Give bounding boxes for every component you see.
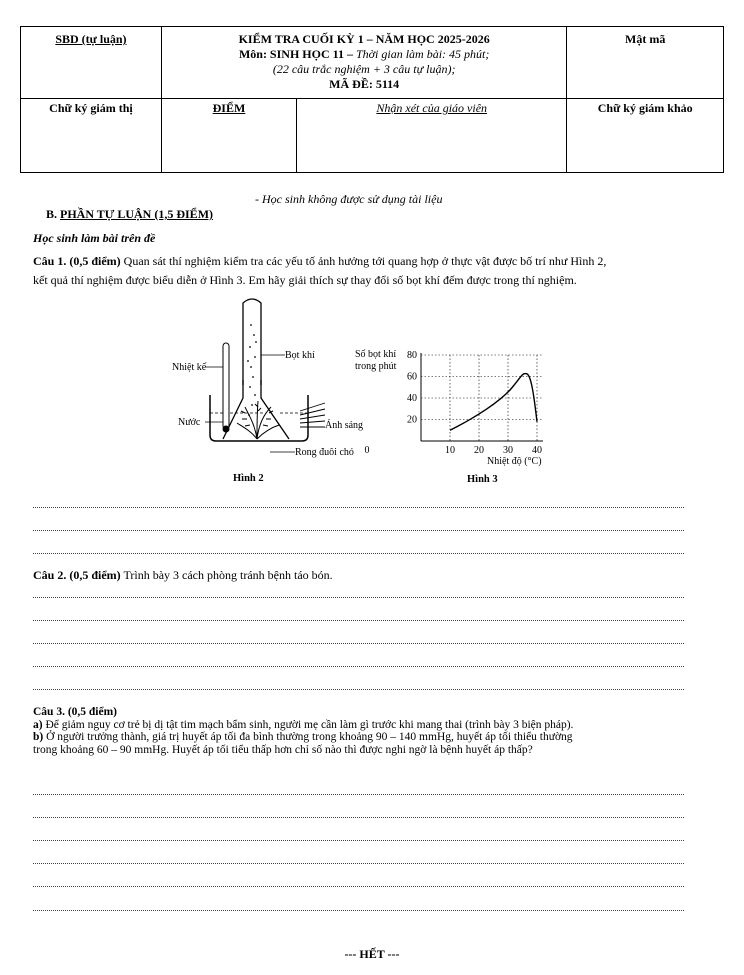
answer-line[interactable] [33,794,684,795]
duration-label: Thời gian làm bài: 45 phút; [355,47,490,61]
label-plant: Rong đuôi chó [295,447,354,458]
chart-xtick-label: 30 [503,445,513,456]
answer-line[interactable] [33,689,684,690]
label-bubbles: Bọt khí [285,350,315,361]
no-materials-note: - Học sinh không được sử dụng tài liệu [255,192,443,206]
section-instruction: Học sinh làm bài trên đề [33,231,156,245]
section-heading: PHẦN TỰ LUẬN (1,5 ĐIỂM) [60,207,214,221]
answer-line[interactable] [33,886,684,887]
examiner-signature-label: Chữ ký giám khảo [597,101,693,115]
section-prefix: B. [46,207,61,221]
answer-line[interactable] [33,840,684,841]
figure-3-caption: Hình 3 [467,474,498,485]
thermometer-bulb [223,426,230,433]
figure-2-caption: Hình 2 [233,473,264,484]
answer-line[interactable] [33,643,684,644]
proctor-signature-cell [21,99,162,173]
figure-3-chart [355,345,555,490]
answer-line[interactable] [33,817,684,818]
q2-label: Câu 2. (0,5 điểm) [33,568,121,582]
question-1 [33,252,723,290]
q1-label: Câu 1. (0,5 điểm) [33,254,121,268]
answer-line[interactable] [33,530,684,531]
chart-grid [421,355,543,441]
sbd-cell [21,27,162,99]
q2-text: Trình bày 3 cách phòng tránh bệnh táo bón. [120,568,333,582]
answer-line[interactable] [33,863,684,864]
label-water: Nước [178,417,201,428]
q3b-text-line2: trong khoảng 60 – 90 mmHg. Huyết áp tối tiểu thấp hơn chỉ số nào thì được nghi ngờ là bệnh huyết áp thấp? [33,743,533,756]
answer-line[interactable] [33,620,684,621]
chart-ytick-label: 40 [407,393,417,404]
question-3 [33,706,723,756]
examiner-signature-cell [567,99,724,173]
secret-code-cell [567,27,724,99]
chart-ylabel-line2: trong phút [355,361,397,372]
chart-xlabel: Nhiệt độ (°C) [487,456,542,467]
proctor-signature-label: Chữ ký giám thị [49,101,133,115]
funnel [223,380,289,439]
q3-label: Câu 3. (0,5 điểm) [33,706,118,718]
comment-cell [297,99,567,173]
answer-line[interactable] [33,507,684,508]
q3a-label: a) [33,718,43,731]
chart-ytick-label: 80 [407,350,417,361]
exam-title-cell [161,27,567,99]
chart-ytick-label: 20 [407,414,417,426]
end-marker: --- HẾT --- [344,947,400,961]
subject-label: Môn: SINH HỌC 11 – [238,47,356,61]
question-count: (22 câu trắc nghiệm + 3 câu tự luận); [272,62,456,76]
score-cell [161,99,296,173]
comment-label: Nhận xét của giáo viên [376,101,488,115]
header-table [20,26,724,173]
score-label: ĐIỂM [212,101,246,115]
q1-text-line2: kết quả thí nghiệm được biểu diễn ở Hình 3. Em hãy giải thích sự thay đổi số bọt khí đếm được trong thí nghiệm. [33,273,577,287]
plant-shape [237,401,279,439]
label-light: Ánh sáng [325,420,364,431]
figure-2-apparatus [165,295,365,490]
chart-xtick-label: 0 [364,445,370,456]
answer-line[interactable] [33,666,684,667]
thermometer [223,343,229,429]
test-tube [243,299,261,385]
section-title [46,207,213,222]
q3a-text: Để giảm nguy cơ trẻ bị dị tật tim mạch bẩm sinh, người mẹ cần làm gì trước khi mang thai (trình bày 3 biện pháp). [42,718,574,731]
chart-xtick-label: 40 [532,445,542,456]
label-thermometer: Nhiệt kế [172,362,207,373]
light-arrows [300,403,325,427]
answer-line[interactable] [33,910,684,911]
chart-xtick-label: 20 [474,445,484,456]
chart-series-line [450,374,537,431]
secret-code-label: Mật mã [625,32,666,46]
q3b-text-line1: Ở người trưởng thành, giá trị huyết áp tối đa bình thường trong khoảng 90 – 140 mmHg, huyết áp tối thiểu thường [43,731,573,743]
exam-code: MÃ ĐỀ: 5114 [329,77,400,91]
answer-line[interactable] [33,553,684,554]
chart-ytick-label: 60 [407,371,417,383]
sbd-label: SBD (tự luận) [55,32,127,46]
chart-ylabel-line1: Số bọt khí [355,349,397,360]
answer-line[interactable] [33,597,684,598]
exam-title: KIỂM TRA CUỐI KỲ 1 – NĂM HỌC 2025-2026 [238,32,490,46]
chart-xtick-label: 10 [445,445,455,456]
q1-text-line1: Quan sát thí nghiệm kiểm tra các yếu tố ảnh hưởng tới quang hợp ở thực vật được bố trí như Hình 2, [120,254,607,268]
question-2 [33,566,333,585]
bubbles [247,324,257,416]
q3b-label: b) [33,731,44,743]
